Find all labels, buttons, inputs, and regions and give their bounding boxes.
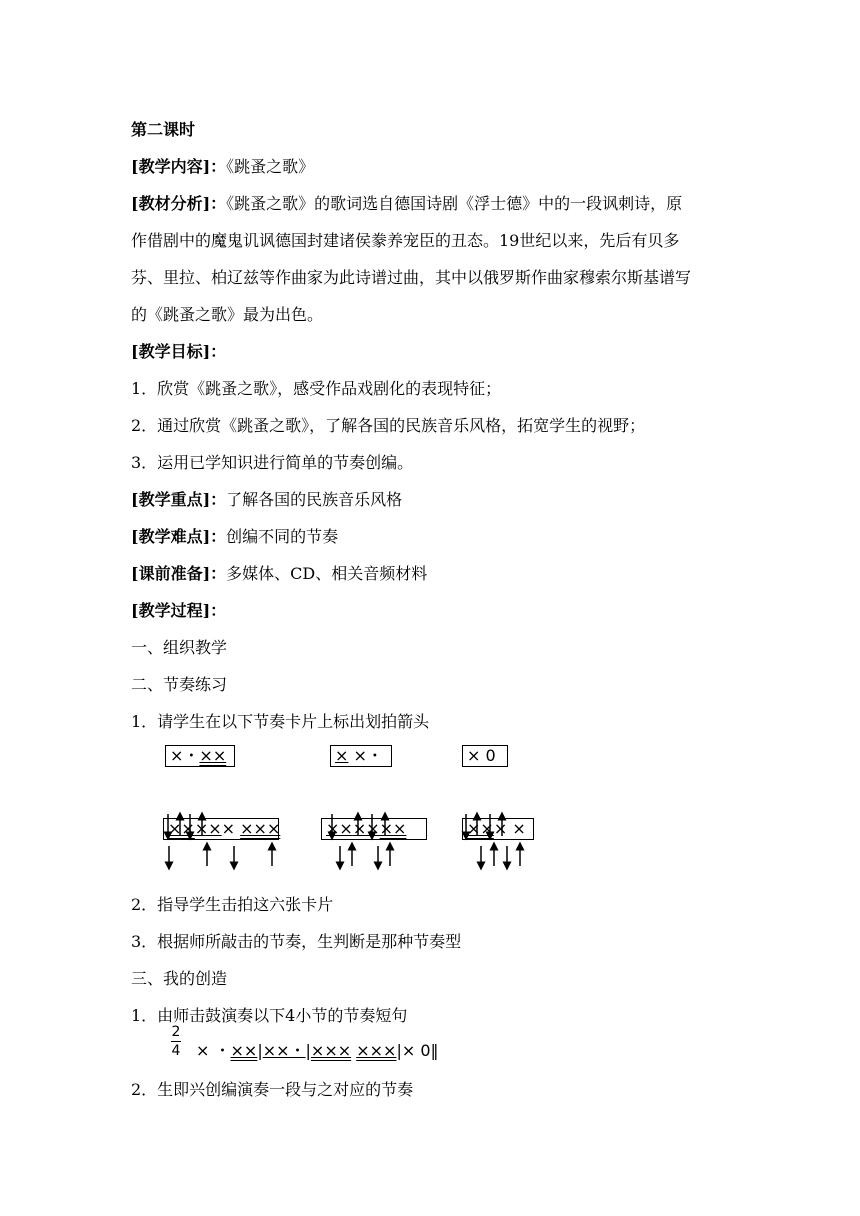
step-3: 三、我的创造: [131, 969, 228, 988]
time-signature-numerator: 2: [171, 1024, 181, 1040]
card-4-note-c: ×: [221, 819, 236, 838]
card-4-note-b: ××: [194, 819, 222, 838]
lesson-title: 第二课时: [131, 120, 196, 139]
goal-2: 2．通过欣赏《跳蚤之歌》，了解各国的民族音乐风格，拓宽学生的视野；: [131, 416, 646, 435]
analysis-text-2: 作借剧中的魔鬼讥讽德国封建诸侯豢养宠臣的丑态。19世纪以来，先后有贝多: [131, 231, 680, 250]
key-label: [教学重点]：: [131, 490, 227, 509]
card-5-note-c: ××: [379, 819, 407, 838]
card-6-note-c: ×: [512, 819, 526, 838]
rhythm-phrase-part-5: |: [305, 1041, 311, 1060]
prep-value: 多媒体、CD、相关音频材料: [226, 564, 428, 583]
step-2-item-1: 1．请学生在以下节奏卡片上标出划拍箭头: [131, 712, 430, 731]
rhythm-phrase-part-3: |: [257, 1041, 263, 1060]
key-value: 了解各国的民族音乐风格: [226, 490, 403, 509]
analysis-label: [教材分析]：: [131, 194, 227, 213]
step-2-item-2: 2．指导学生击拍这六张卡片: [131, 895, 334, 914]
card-6-note-b: ×: [493, 819, 508, 838]
step-3-item-1: 1．由师击鼓演奏以下4小节的节奏短句: [131, 1006, 408, 1025]
step-2-item-3: 3．根据师所敲击的节奏，生判断是那种节奏型: [131, 932, 462, 951]
content-value: 《跳蚤之歌》: [226, 157, 315, 176]
step-3-item-2: 2．生即兴创编演奏一段与之对应的节奏: [131, 1080, 414, 1099]
analysis-text-1: 《跳蚤之歌》的歌词选自德国诗剧《浮士德》中的一段讽刺诗，原: [226, 194, 683, 213]
card-2-note-b: ×・: [348, 746, 383, 765]
card-2-note-a: ×: [335, 746, 349, 765]
analysis-text-4: 的《跳蚤之歌》最为出色。: [131, 305, 324, 324]
card-1-note-a: ×・: [170, 746, 200, 765]
prep-label: [课前准备]：: [131, 564, 227, 583]
rhythm-phrase-part-1: × ・: [196, 1041, 231, 1060]
card-5-note-a: ××: [326, 819, 353, 838]
card-1-note-b: ××: [199, 746, 227, 765]
rhythm-phrase: [196, 1041, 439, 1061]
process-label: [教学过程]：: [131, 601, 227, 620]
rhythm-card-3: × 0: [462, 745, 508, 767]
rhythm-phrase-part-9: |× 0‖: [396, 1041, 439, 1060]
content-label: [教学内容]：: [131, 157, 227, 176]
difficulty-value: 创编不同的节奏: [226, 527, 339, 546]
time-signature-bar: [171, 1041, 181, 1042]
card-4-note-d: ×××: [240, 819, 281, 838]
step-2: 二、节奏练习: [131, 675, 228, 694]
card-4-note-a: ××: [168, 819, 195, 838]
step-1: 一、组织教学: [131, 638, 228, 657]
time-signature-denominator: 4: [171, 1043, 181, 1059]
rhythm-phrase-part-6: ×××: [310, 1041, 352, 1060]
rhythm-phrase-part-4: ××・: [262, 1041, 306, 1060]
goal-3: 3．运用已学知识进行简单的节奏创编。: [131, 453, 414, 472]
time-signature: [170, 1024, 182, 1059]
goals-label: [教学目标]：: [131, 342, 227, 361]
difficulty-label: [教学难点]：: [131, 527, 227, 546]
card-5-note-b: ××: [352, 819, 380, 838]
card-6-note-a: ××: [467, 819, 494, 838]
analysis-text-3: 芬、里拉、柏辽兹等作曲家为此诗谱过曲，其中以俄罗斯作曲家穆索尔斯基谱写: [131, 268, 692, 287]
rhythm-phrase-part-2: ××: [230, 1041, 258, 1060]
rhythm-phrase-part-8: ×××: [356, 1041, 397, 1060]
goal-1: 1．欣赏《跳蚤之歌》，感受作品戏剧化的表现特征；: [131, 379, 502, 398]
